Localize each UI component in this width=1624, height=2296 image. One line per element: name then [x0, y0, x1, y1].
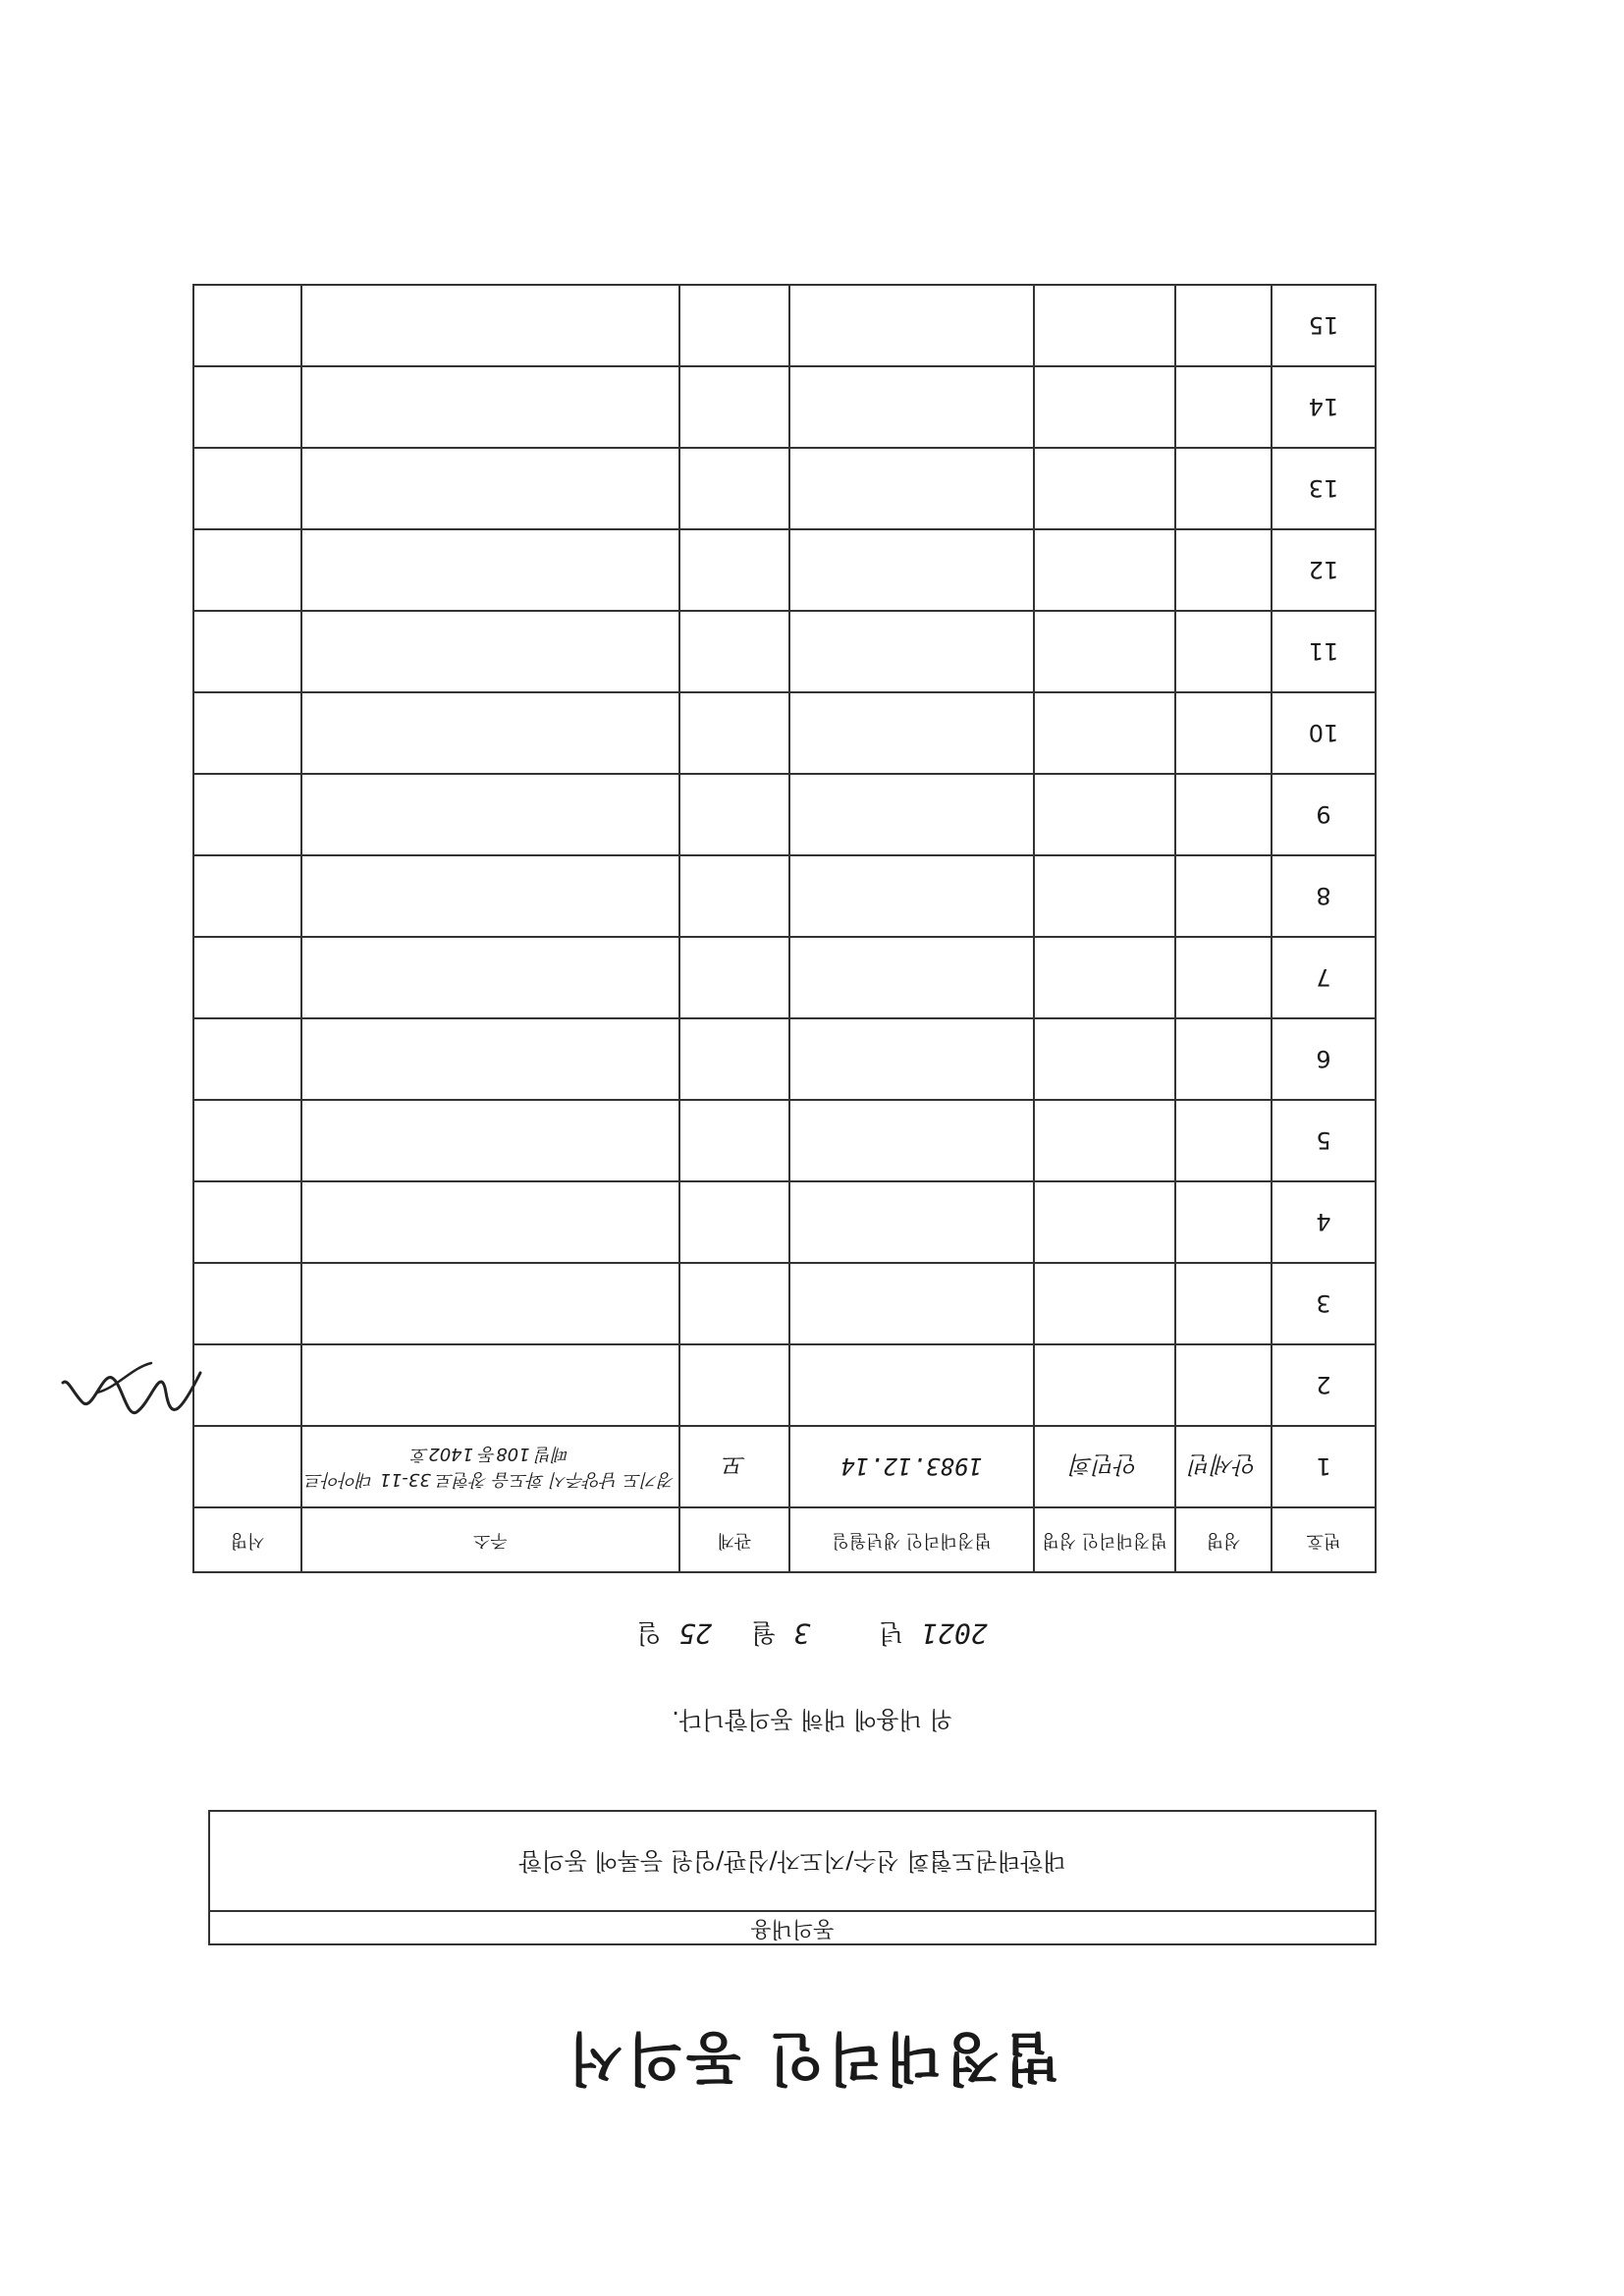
cell-proxy-name: [1034, 937, 1175, 1018]
consent-box: [208, 1810, 1377, 1945]
cell-no: 3: [1272, 1263, 1376, 1344]
cell-proxy-name: [1034, 774, 1175, 855]
date-day-label: 일: [636, 1617, 662, 1647]
header-no: 번호: [1272, 1507, 1376, 1572]
cell-proxy-birth: 1983.12.14: [789, 1426, 1034, 1507]
cell-name: [1175, 692, 1272, 774]
cell-no: 13: [1272, 448, 1376, 529]
cell-proxy-name: [1034, 529, 1175, 611]
cell-proxy-name: [1034, 1181, 1175, 1263]
cell-sign: [193, 1100, 301, 1181]
cell-name: [1175, 448, 1272, 529]
table-row: [193, 1181, 1376, 1263]
cell-relation: [679, 1344, 789, 1426]
cell-name: [1175, 855, 1272, 937]
cell-name: [1175, 1344, 1272, 1426]
cell-sign: [193, 611, 301, 692]
header-name: 성명: [1175, 1507, 1272, 1572]
cell-proxy-name: [1034, 448, 1175, 529]
cell-address: [301, 611, 679, 692]
cell-name: [1175, 1100, 1272, 1181]
cell-name: [1175, 937, 1272, 1018]
table-row: [193, 1018, 1376, 1100]
cell-address: [301, 1344, 679, 1426]
cell-name: [1175, 1263, 1272, 1344]
date-year: 2021: [921, 1617, 988, 1650]
cell-no: 7: [1272, 937, 1376, 1018]
cell-proxy-name: 안민희: [1034, 1426, 1175, 1507]
table-row: [193, 1344, 1376, 1426]
cell-no: 10: [1272, 692, 1376, 774]
handwritten-signature: [53, 1353, 210, 1432]
cell-address: [301, 1181, 679, 1263]
cell-proxy-name: [1034, 1344, 1175, 1426]
cell-no: 11: [1272, 611, 1376, 692]
agree-statement: 위 내용에 대해 동의합니다.: [672, 1706, 952, 1733]
cell-proxy-birth: [789, 529, 1034, 611]
cell-name: [1175, 529, 1272, 611]
consent-body: 대한태권도협회 선수/지도자/심판/임원 등록에 동의함: [518, 1847, 1066, 1875]
table-row: [193, 529, 1376, 611]
cell-name: [1175, 366, 1272, 448]
cell-relation: [679, 285, 789, 366]
header-sign: 서명: [193, 1507, 301, 1572]
cell-relation: [679, 1263, 789, 1344]
table-row: [193, 448, 1376, 529]
cell-proxy-birth: [789, 1263, 1034, 1344]
cell-proxy-birth: [789, 692, 1034, 774]
cell-sign: [193, 1263, 301, 1344]
cell-proxy-birth: [789, 1344, 1034, 1426]
cell-address: [301, 937, 679, 1018]
cell-no: 6: [1272, 1018, 1376, 1100]
cell-proxy-name: [1034, 1100, 1175, 1181]
header-address: 주소: [301, 1507, 679, 1572]
cell-proxy-birth: [789, 774, 1034, 855]
cell-proxy-birth: [789, 1181, 1034, 1263]
cell-no: 5: [1272, 1100, 1376, 1181]
table-row: [193, 1426, 1376, 1507]
cell-sign: [193, 1181, 301, 1263]
cell-address: [301, 692, 679, 774]
cell-relation: [679, 855, 789, 937]
table-row: [193, 611, 1376, 692]
table-row: [193, 285, 1376, 366]
cell-proxy-name: [1034, 855, 1175, 937]
cell-relation: [679, 1181, 789, 1263]
cell-no: 14: [1272, 366, 1376, 448]
cell-no: 8: [1272, 855, 1376, 937]
date-month: 3: [793, 1617, 811, 1650]
cell-address: [301, 448, 679, 529]
table-row: [193, 1100, 1376, 1181]
cell-name: [1175, 774, 1272, 855]
cell-proxy-name: [1034, 692, 1175, 774]
cell-proxy-birth: [789, 611, 1034, 692]
table-row: [193, 937, 1376, 1018]
cell-sign: [193, 692, 301, 774]
cell-sign: [193, 774, 301, 855]
cell-proxy-birth: [789, 1100, 1034, 1181]
table-row: [193, 855, 1376, 937]
cell-name: 안세빈: [1175, 1426, 1272, 1507]
cell-sign: [193, 529, 301, 611]
cell-proxy-birth: [789, 448, 1034, 529]
cell-relation: [679, 611, 789, 692]
cell-sign: [193, 366, 301, 448]
cell-relation: [679, 1018, 789, 1100]
cell-relation: [679, 366, 789, 448]
table-header-row: [193, 1507, 1376, 1572]
cell-proxy-name: [1034, 611, 1175, 692]
cell-proxy-name: [1034, 366, 1175, 448]
cell-proxy-birth: [789, 937, 1034, 1018]
cell-address: [301, 1263, 679, 1344]
cell-address: [301, 1100, 679, 1181]
cell-no: 9: [1272, 774, 1376, 855]
cell-proxy-name: [1034, 1263, 1175, 1344]
header-proxy-birth: 법정대리인 생년월일: [789, 1507, 1034, 1572]
table-row: [193, 366, 1376, 448]
cell-no: 15: [1272, 285, 1376, 366]
cell-relation: [679, 1100, 789, 1181]
cell-address: [301, 285, 679, 366]
cell-proxy-birth: [789, 1018, 1034, 1100]
cell-sign: [193, 285, 301, 366]
cell-address: [301, 1018, 679, 1100]
cell-address: [301, 366, 679, 448]
date-day: 25: [678, 1617, 713, 1650]
cell-sign: [193, 855, 301, 937]
consent-header: 동의내용: [210, 1910, 1375, 1943]
cell-sign: [193, 937, 301, 1018]
date-month-label: 월: [751, 1617, 777, 1647]
header-proxy-name: 법정대리인 성명: [1034, 1507, 1175, 1572]
date-line: [0, 1616, 1624, 1653]
cell-no: 12: [1272, 529, 1376, 611]
cell-address: [301, 529, 679, 611]
cell-address: 경기도 남양주시 화도읍 창현로 33-11 대아아르떼빌 108동 1402호: [301, 1426, 679, 1507]
date-year-label: 년: [879, 1617, 904, 1647]
table-row: [193, 692, 1376, 774]
cell-no: 4: [1272, 1181, 1376, 1263]
cell-address: [301, 774, 679, 855]
cell-name: [1175, 1018, 1272, 1100]
cell-relation: [679, 529, 789, 611]
header-relation: 관계: [679, 1507, 789, 1572]
cell-proxy-name: [1034, 285, 1175, 366]
cell-name: [1175, 1181, 1272, 1263]
cell-relation: [679, 774, 789, 855]
cell-relation: 모: [679, 1426, 789, 1507]
cell-proxy-birth: [789, 285, 1034, 366]
cell-no: 2: [1272, 1344, 1376, 1426]
cell-sign: [193, 1426, 301, 1507]
table-row: [193, 1263, 1376, 1344]
cell-relation: [679, 448, 789, 529]
cell-proxy-birth: [789, 366, 1034, 448]
cell-relation: [679, 692, 789, 774]
cell-relation: [679, 937, 789, 1018]
cell-proxy-name: [1034, 1018, 1175, 1100]
cell-no: 1: [1272, 1426, 1376, 1507]
cell-sign: [193, 1018, 301, 1100]
cell-name: [1175, 611, 1272, 692]
cell-sign: [193, 448, 301, 529]
cell-proxy-birth: [789, 855, 1034, 937]
cell-name: [1175, 285, 1272, 366]
cell-address: [301, 855, 679, 937]
page-title: 법정대리인 동의서: [564, 2025, 1060, 2092]
table-row: [193, 774, 1376, 855]
guardian-table: [208, 284, 1377, 1573]
